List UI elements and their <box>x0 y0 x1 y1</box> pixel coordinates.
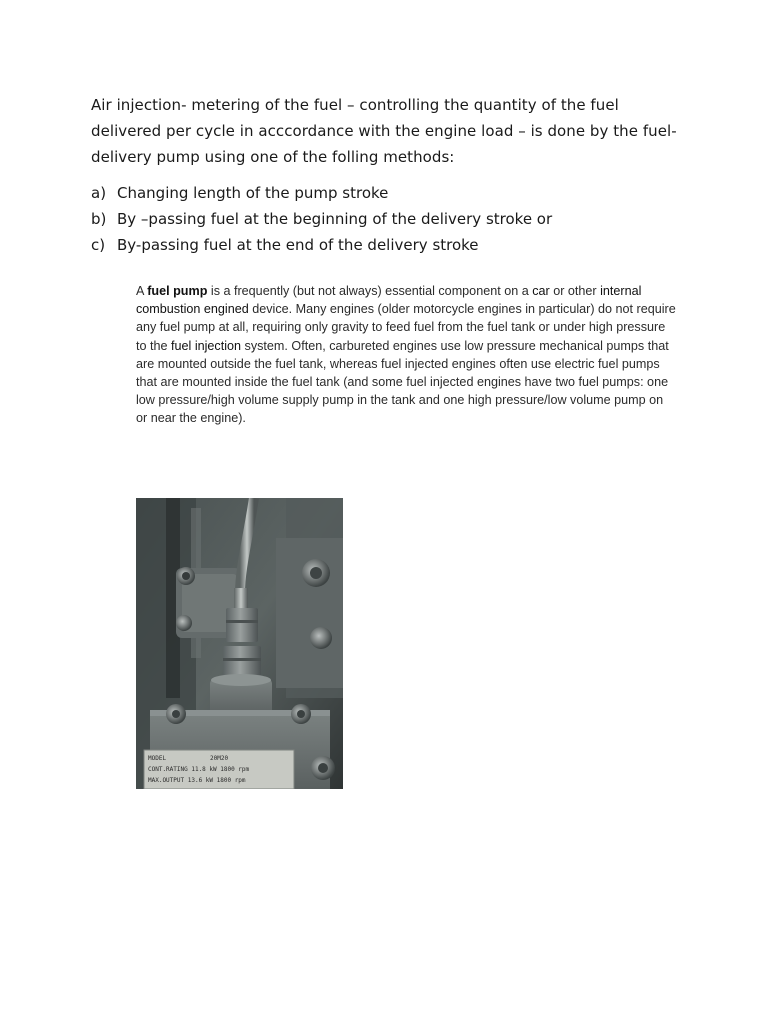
article-text: system. Often, carbureted engines use low pressure mechanical pumps that are mounted outside the fuel tank, whereas fuel injected engines often use electric fuel pumps that are mounted inside the fuel tank (and some fuel injected engines have two fuel pumps: one low pressure/high volume supply pump in the tank and one high pressure/low volume pump on or near the engine). <box>136 338 669 426</box>
plate-output: MAX.OUTPUT 13.6 kW 1800 rpm <box>148 777 246 784</box>
intro-paragraph: Air injection- metering of the fuel – controlling the quantity of the fuel delivered per cycle in acccordance with the engine load – is done by the fuel-delivery pump using one of the folling methods: <box>91 96 677 166</box>
article-text: A <box>136 284 148 298</box>
term-fuel-pump: fuel pump <box>147 284 208 298</box>
term-car: car <box>532 284 550 298</box>
list-item-text: By –passing fuel at the beginning of the delivery stroke or <box>117 210 553 228</box>
methods-list <box>91 180 691 258</box>
list-marker: b) <box>91 210 107 228</box>
article-text: is a frequently (but not always) essential component on a <box>207 284 533 298</box>
plate-rating: CONT.RATING 11.8 kW 1800 rpm <box>148 766 250 773</box>
list-item-text: By-passing fuel at the end of the delivery stroke <box>117 236 479 254</box>
term-fuel-injection: fuel injection <box>171 338 242 353</box>
list-item-text: Changing length of the pump stroke <box>117 184 389 202</box>
list-item <box>91 206 691 232</box>
article-text: device. Many engines (older motorcycle engines in particular) do not require any fuel pump at all, requiring only gravity to feed fuel from the fuel tank or under high pressure to the <box>136 302 676 353</box>
article-text: or other <box>549 284 601 298</box>
fuel-pump-photo <box>136 498 343 789</box>
list-marker: a) <box>91 184 107 202</box>
list-marker: c) <box>91 236 106 254</box>
fuel-pump-article <box>136 282 676 428</box>
list-item <box>91 180 691 206</box>
list-item <box>91 232 691 258</box>
term-internal-combustion: internal combustion engined <box>136 284 642 317</box>
plate-model-label: MODEL <box>148 755 167 762</box>
plate-model-value: 20M20 <box>210 755 229 762</box>
